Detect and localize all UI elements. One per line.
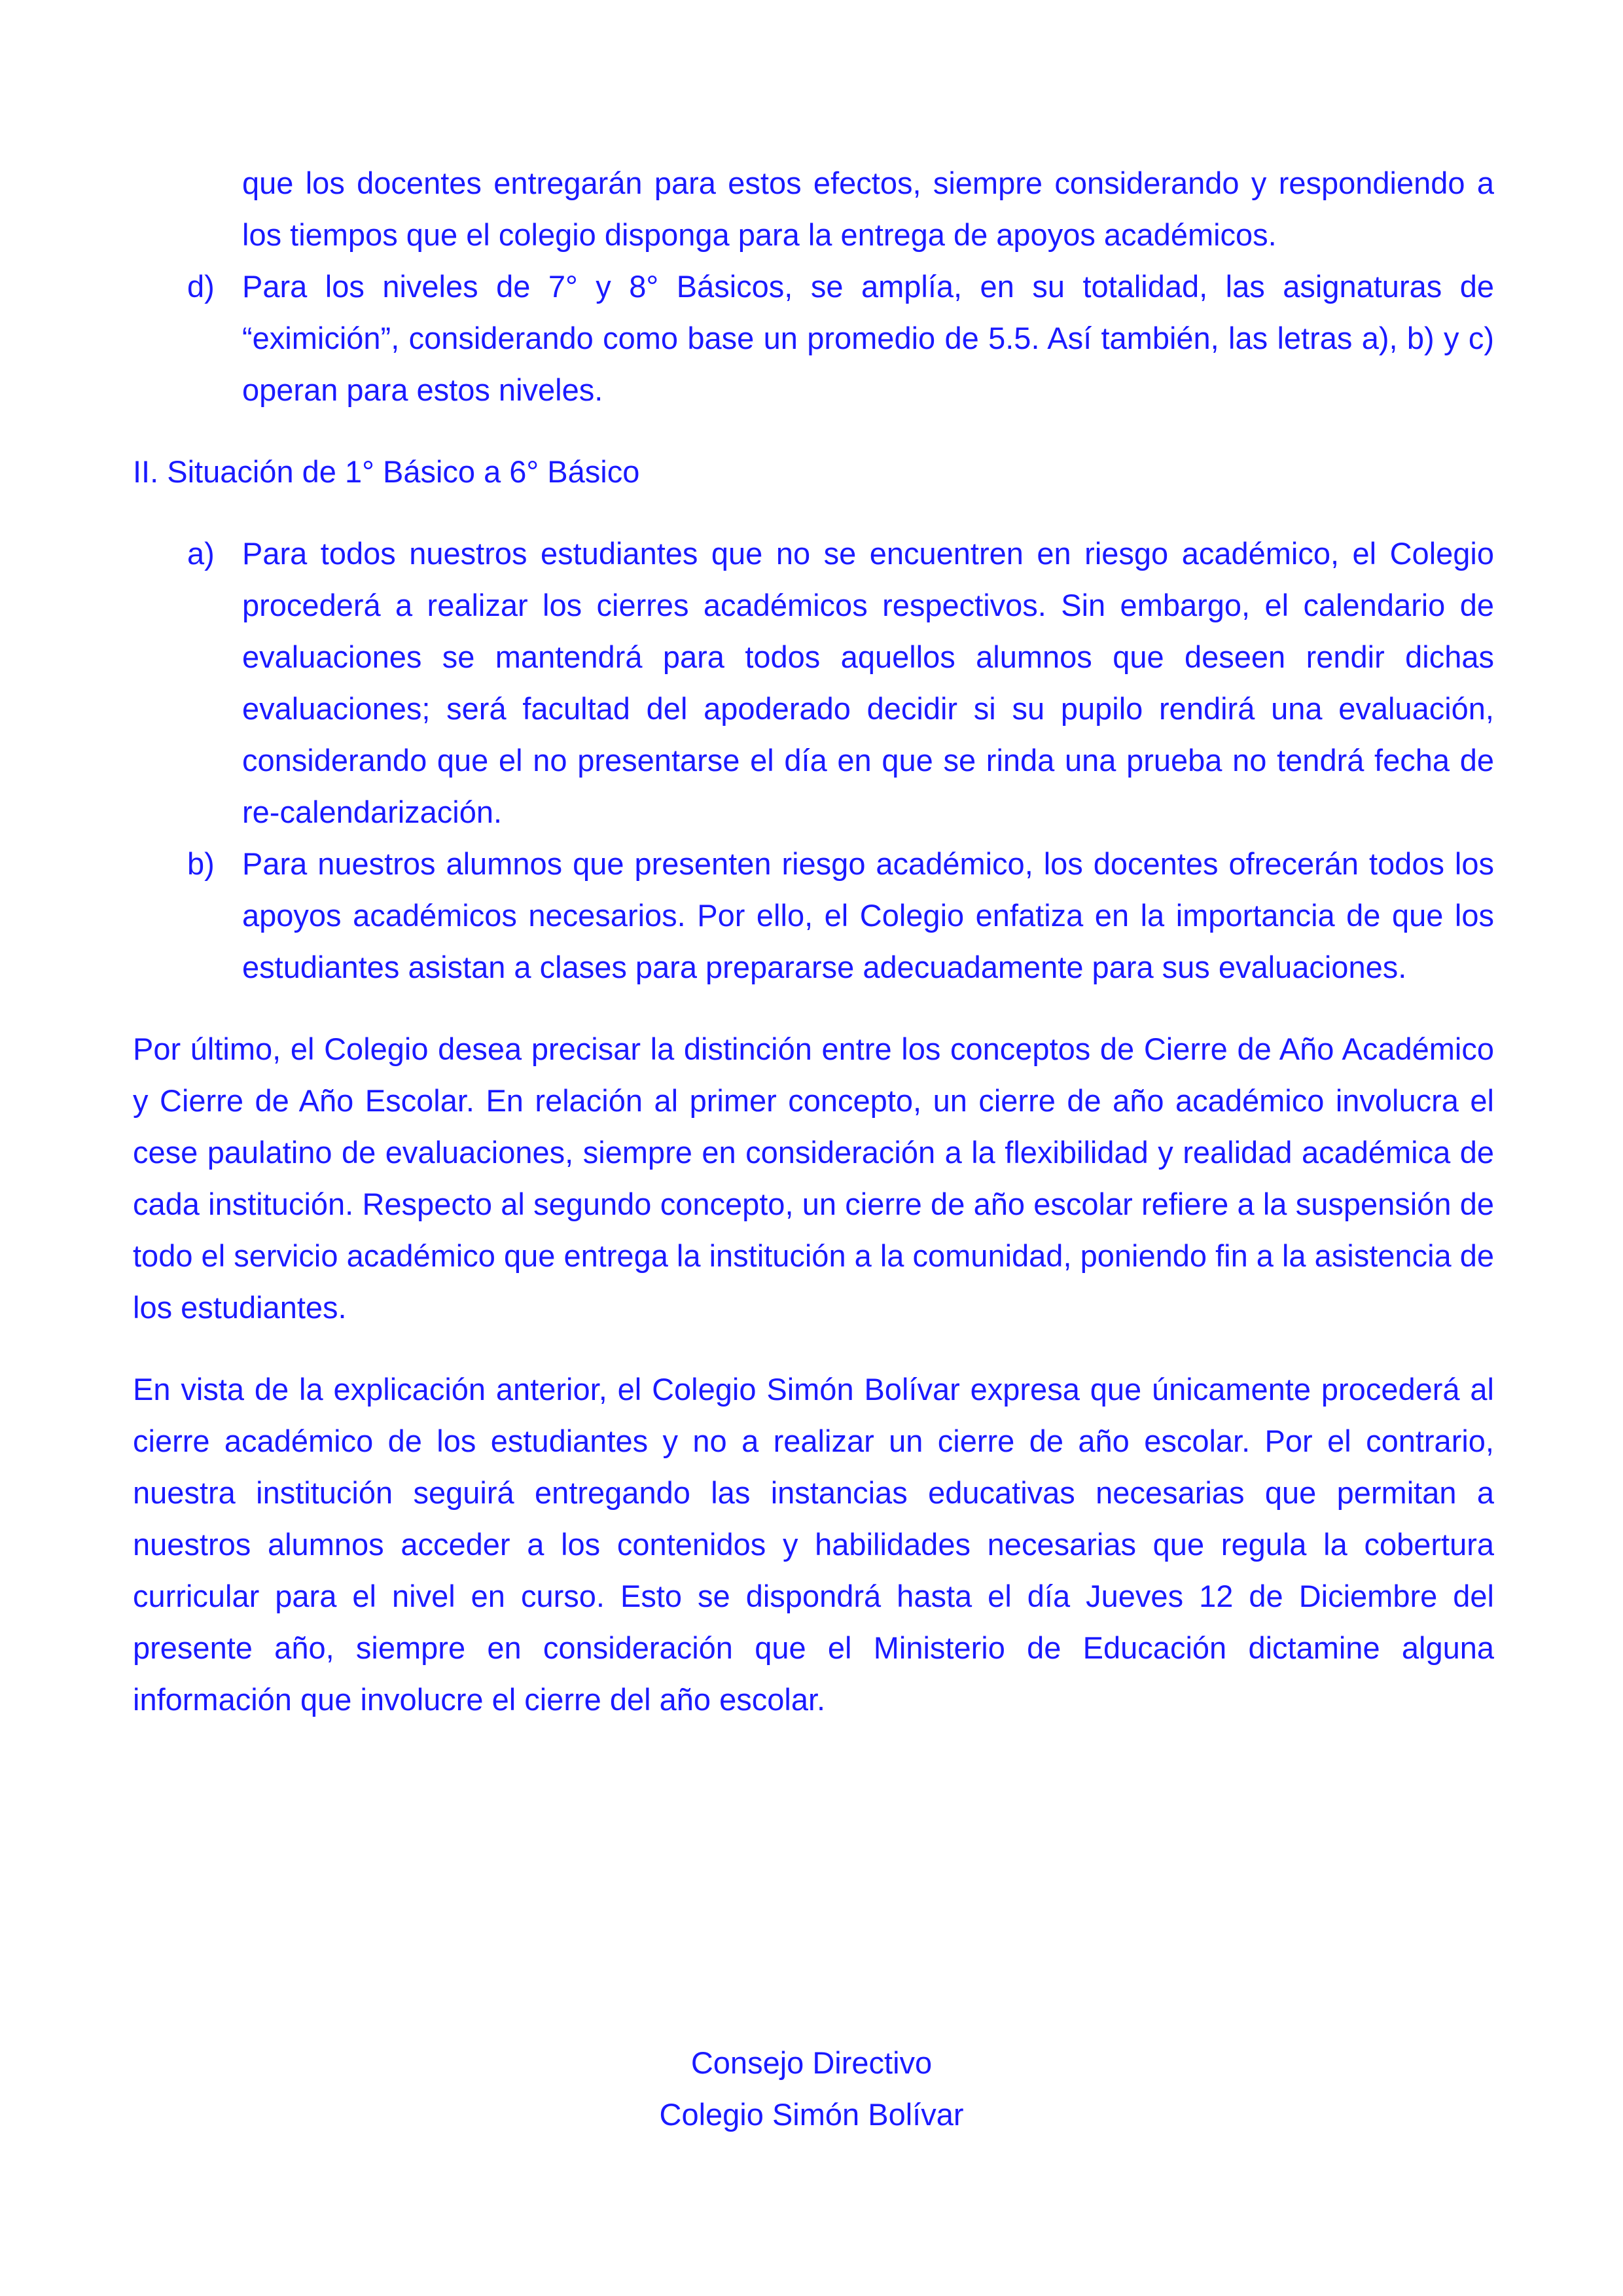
spacer bbox=[133, 993, 1494, 1023]
paragraph-conclusion: En vista de la explicación anterior, el Colegio Simón Bolívar expresa que únicamente procederá al cierre académico de los estudiantes y no a realizar un cierre de año escolar. Por el contrario, nuestra institución seguirá entregando las instancias educativas necesarias que permitan a nuestros alumnos acceder a los contenidos y habilidades necesarias que regula la cobertura curricular para el nivel en curso. Esto se dispondrá hasta el día Jueves 12 de Diciembre del presente año, siempre en consideración que el Ministerio de Educación dictamine alguna información que involucre el cierre del año escolar. bbox=[133, 1372, 1494, 1717]
spacer bbox=[133, 497, 1494, 528]
signature-line-2: Colegio Simón Bolívar bbox=[659, 2097, 964, 2132]
list-item-a bbox=[133, 528, 1494, 838]
list-item-d-text: Para los niveles de 7° y 8° Básicos, se amplía, en su totalidad, las asignaturas de “eximición”, considerando como base un promedio de 5.5. Así también, las letras a), b) y c) operan para estos niveles. bbox=[242, 269, 1494, 407]
list-marker-b: b) bbox=[187, 846, 215, 881]
previous-item-continuation: que los docentes entregarán para estos efectos, siempre considerando y respondiendo a los tiempos que el colegio disponga para la entrega de apoyos académicos. bbox=[242, 166, 1494, 252]
spacer bbox=[133, 416, 1494, 446]
list-item-d bbox=[133, 260, 1494, 416]
list-item-b bbox=[133, 838, 1494, 993]
list-marker-a: a) bbox=[187, 536, 215, 571]
list-item-a-text: Para todos nuestros estudiantes que no se encuentren en riesgo académico, el Colegio procederá a realizar los cierres académicos respectivos. Sin embargo, el calendario de evaluaciones se mantendrá para todos aquellos alumnos que deseen rendir dichas evaluaciones; será facultad del apoderado decidir si su pupilo rendirá una evaluación, considerando que el no presentarse el día en que se rinda una prueba no tendrá fecha de re-calendarización. bbox=[242, 536, 1494, 829]
document-body bbox=[133, 157, 1494, 1725]
section-ii-heading: II. Situación de 1° Básico a 6° Básico bbox=[133, 454, 640, 489]
paragraph-closing-distinction: Por último, el Colegio desea precisar la distinción entre los conceptos de Cierre de Año Académico y Cierre de Año Escolar. En relación al primer concepto, un cierre de año académico involucra el cese paulatino de evaluaciones, siempre en consideración a la flexibilidad y realidad académica de cada institución. Respecto al segundo concepto, un cierre de año escolar refiere a la suspensión de todo el servicio académico que entrega la institución a la comunidad, poniendo fin a la asistencia de los estudiantes. bbox=[133, 1031, 1494, 1325]
list-marker-d: d) bbox=[187, 269, 215, 304]
spacer bbox=[133, 1333, 1494, 1363]
list-item-b-text: Para nuestros alumnos que presenten riesgo académico, los docentes ofrecerán todos los apoyos académicos necesarios. Por ello, el Colegio enfatiza en la importancia de que los estudiantes asistan a clases para prepararse adecuadamente para sus evaluaciones. bbox=[242, 846, 1494, 984]
signature-line-1: Consejo Directivo bbox=[690, 2045, 933, 2080]
